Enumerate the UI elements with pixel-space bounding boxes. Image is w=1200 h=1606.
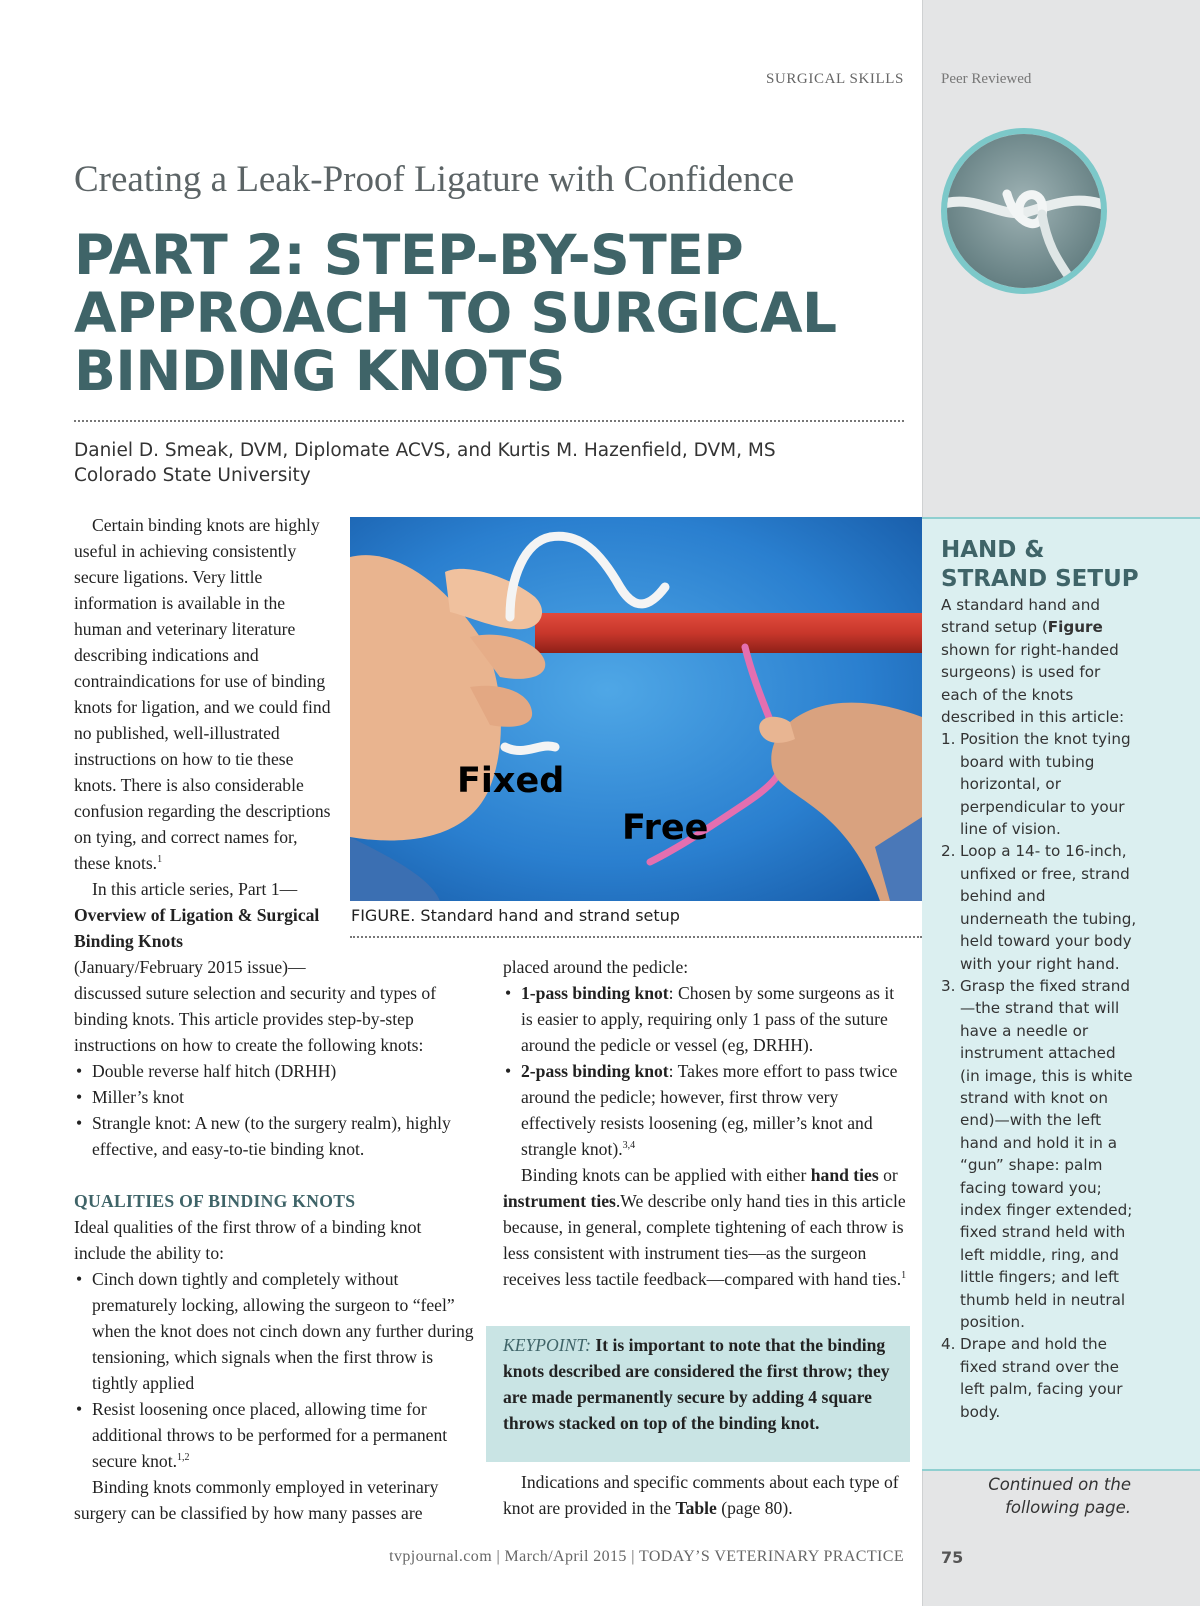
list-item: • 2-pass binding knot: Takes more effort to pass twice around the pedicle; however, first throw very effectively resists loosening (eg, miller’s knot and strangle knot).$^{3,4}$ bbox=[503, 1058, 907, 1162]
sidebar-title: HAND & STRAND SETUP bbox=[941, 537, 1139, 592]
column-1-top bbox=[74, 512, 336, 954]
list-item: • Miller’s knot bbox=[74, 1084, 474, 1110]
pass-list bbox=[503, 980, 907, 1162]
keypoint-text: It is important to note that the binding knots described are considered the first throw; they are made permanently secure by adding 4 square throws stacked on top of the binding knot. bbox=[503, 1335, 890, 1433]
list-item: 1. Position the knot tying board with tubing horizontal, or perpendicular to your line of vision. bbox=[941, 730, 1131, 839]
indications-paragraph: Indications and specific comments about each type of knot are provided in the Table (page 80). bbox=[503, 1472, 899, 1518]
sidebar-body bbox=[941, 594, 1138, 1423]
section-heading-qualities: QUALITIES OF BINDING KNOTS bbox=[74, 1191, 356, 1211]
byline bbox=[74, 438, 904, 488]
reference-marker: 1,2 bbox=[177, 1452, 190, 1464]
pass-lead: placed around the pedicle: bbox=[503, 957, 689, 977]
qualities-intro: Ideal qualities of the first throw of a binding knot include the ability to: bbox=[74, 1217, 422, 1263]
setup-steps bbox=[941, 728, 1138, 1423]
section-label: SURGICAL SKILLS bbox=[765, 71, 904, 87]
peer-reviewed-label: Peer Reviewed bbox=[941, 71, 1032, 87]
kicker: Creating a Leak-Proof Ligature with Confidence bbox=[74, 159, 795, 200]
author-affiliation: Colorado State University bbox=[74, 465, 311, 486]
continued-note: Continued on the following page. bbox=[988, 1475, 1131, 1517]
list-item: 2. Loop a 14- to 16-inch, unfixed or free, strand behind and underneath the tubing, held toward your body with your right hand. bbox=[941, 842, 1137, 973]
qualities-list bbox=[74, 1266, 474, 1474]
list-item: • Strangle knot: A new (to the surgery realm), highly effective, and easy-to-tie binding knot. bbox=[74, 1110, 474, 1162]
figure-caption: FIGURE. Standard hand and strand setup bbox=[351, 906, 680, 925]
reference-marker: 1 bbox=[901, 1270, 907, 1282]
list-item: • Resist loosening once placed, allowing time for additional throws to be performed for a permanent secure knot.$^{1,2}$ bbox=[74, 1396, 474, 1474]
column-2 bbox=[503, 954, 907, 1292]
knot-list bbox=[74, 1058, 474, 1162]
footer-text: tvpjournal.com | March/April 2015 | TODAY’S VETERINARY PRACTICE bbox=[389, 1548, 904, 1565]
title-line: BINDING KNOTS bbox=[74, 339, 565, 403]
list-item: • Double reverse half hitch (DRHH) bbox=[74, 1058, 474, 1084]
list-item: 4. Drape and hold the fixed strand over the left palm, facing your body. bbox=[941, 1335, 1123, 1421]
title-divider bbox=[74, 420, 904, 422]
classification-paragraph: Binding knots commonly employed in veterinary surgery can be classified by how many passes are bbox=[74, 1477, 439, 1523]
column-2-bottom bbox=[503, 1469, 907, 1521]
list-item: • Cinch down tightly and completely without prematurely locking, allowing the surgeon to “feel” when the knot does not cinch down any further during tensioning, which signals when the first throw is tightly applied bbox=[74, 1266, 474, 1396]
list-item: • 1-pass binding knot: Chosen by some surgeons as it is easier to apply, requiring only 1 pass of the suture around the pedicle or vessel (eg, DRHH). bbox=[503, 980, 907, 1058]
caption-divider bbox=[350, 936, 922, 938]
author-names: Daniel D. Smeak, DVM, Diplomate ACVS, and Kurtis M. Hazenfield, DVM, MS bbox=[74, 440, 776, 461]
knot-thumbnail-image bbox=[941, 128, 1107, 294]
title-line: PART 2: STEP-BY-STEP bbox=[74, 223, 744, 287]
part1-title: Overview of Ligation & Surgical Binding Knots bbox=[74, 905, 320, 951]
fixed-strand-label: Fixed bbox=[457, 761, 565, 801]
reference-marker: 3,4 bbox=[622, 1140, 636, 1152]
keypoint-callout bbox=[486, 1326, 910, 1462]
intro-paragraph: Certain binding knots are highly useful in achieving consistently secure ligations. Very little information is available in the human and veterinary literature describing indications and contraindications for use of binding knots for ligation, and we could find no published, well-illustrated instructions on how to tie these knots. There is also considerable confusion regarding the descriptions on tying, and correct names for, these knots.$^1$ bbox=[74, 515, 331, 873]
ties-paragraph: Binding knots can be applied with either hand ties or instrument ties.We describe only hand ties in this article because, in general, complete tightening of each throw is less consistent with instrument ties—as the surgeon receives less tactile feedback—compared with hand ties.$^1$ bbox=[503, 1165, 907, 1289]
sidebar-intro: A standard hand and strand setup (Figure shown for right-handed surgeons) is used for each of the knots described in this article: bbox=[941, 596, 1125, 727]
series-paragraph-start: In this article series, Part 1—Overview of Ligation & Surgical Binding Knots bbox=[74, 879, 320, 951]
reference-marker: 1 bbox=[157, 854, 163, 866]
title-line: APPROACH TO SURGICAL bbox=[74, 281, 837, 345]
free-strand-label: Free bbox=[622, 808, 709, 848]
series-paragraph-issue: (January/February 2015 issue)— bbox=[74, 957, 306, 977]
page-number: 75 bbox=[941, 1548, 964, 1567]
column-1-bottom bbox=[74, 954, 474, 1526]
keypoint-label: KEYPOINT: bbox=[503, 1335, 591, 1355]
figure-photo bbox=[350, 517, 922, 901]
series-paragraph-rest: discussed suture selection and security and types of binding knots. This article provides step-by-step instructions on how to create the following knots: bbox=[74, 983, 437, 1055]
list-item: 3. Grasp the fixed strand—the strand that will have a needle or instrument attached (in image, this is white strand with knot on end)—with the left hand and hold it in a “gun” shape: palm facing toward you; index finger extended; fixed strand held with left middle, ring, and little fingers; and left thumb held in neutral position. bbox=[941, 976, 1133, 1331]
page-title bbox=[74, 223, 914, 403]
